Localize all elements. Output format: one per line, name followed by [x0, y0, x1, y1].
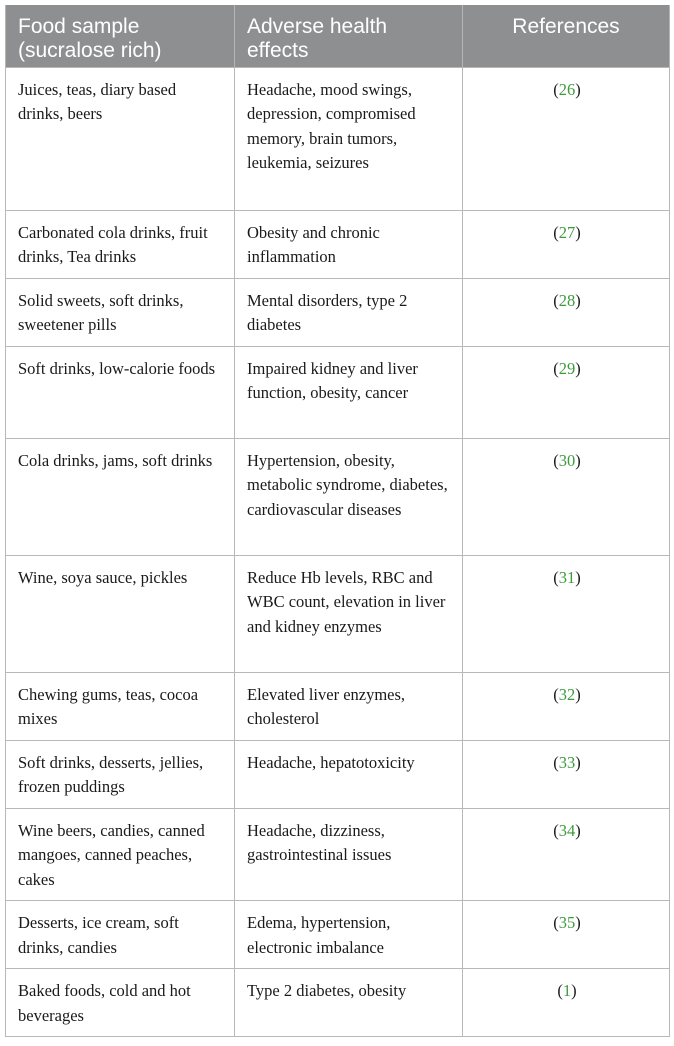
reference-cell: [463, 210, 670, 278]
reference-open-paren: (: [553, 79, 559, 99]
reference-link[interactable]: 26: [558, 79, 576, 99]
food-sample-cell: Baked foods, cold and hot beverages: [6, 969, 235, 1037]
adverse-effects-cell: Impaired kidney and liver function, obesity, cancer: [235, 346, 463, 438]
reference-link[interactable]: 1: [562, 981, 572, 1000]
adverse-effects-cell: Type 2 diabetes, obesity: [235, 969, 463, 1037]
reference-close-paren: ): [575, 820, 581, 840]
reference-cell: [463, 969, 670, 1037]
reference-close-paren: ): [575, 913, 581, 932]
reference-close-paren: ): [575, 684, 581, 704]
food-sample-cell: Desserts, ice cream, soft drinks, candies: [6, 901, 235, 969]
table-row: [6, 438, 670, 555]
table-row: [6, 901, 670, 969]
header-food-sample: Food sample (sucralose rich): [6, 5, 235, 67]
food-sample-cell: Cola drinks, jams, soft drinks: [6, 438, 235, 555]
table-row: [6, 67, 670, 210]
header-row: [6, 5, 670, 67]
table-row: [6, 969, 670, 1037]
reference-close-paren: ): [575, 79, 581, 99]
reference-close-paren: ): [575, 222, 581, 242]
reference-close-paren: ): [575, 290, 581, 310]
table-row: [6, 740, 670, 808]
reference-cell: [463, 278, 670, 346]
reference-cell: [463, 901, 670, 969]
reference-link[interactable]: 27: [558, 222, 576, 242]
adverse-effects-cell: Elevated liver enzymes, cholesterol: [235, 672, 463, 740]
table-row: [6, 346, 670, 438]
reference-cell: [463, 67, 670, 210]
reference-cell: [463, 346, 670, 438]
table-row: [6, 672, 670, 740]
food-sample-cell: Solid sweets, soft drinks, sweetener pills: [6, 278, 235, 346]
reference-open-paren: (: [553, 913, 559, 932]
reference-link[interactable]: 35: [558, 913, 576, 932]
sucralose-effects-table: [5, 5, 670, 1037]
header-adverse-effects: Adverse health effects: [235, 5, 463, 67]
food-sample-cell: Carbonated cola drinks, fruit drinks, Tea drinks: [6, 210, 235, 278]
reference-close-paren: ): [575, 567, 581, 587]
food-sample-cell: Soft drinks, desserts, jellies, frozen puddings: [6, 740, 235, 808]
header-references: References: [463, 5, 670, 67]
reference-cell: [463, 438, 670, 555]
reference-open-paren: (: [553, 820, 559, 840]
adverse-effects-cell: Reduce Hb levels, RBC and WBC count, elevation in liver and kidney enzymes: [235, 555, 463, 672]
adverse-effects-cell: Headache, dizziness, gastrointestinal issues: [235, 808, 463, 901]
adverse-effects-cell: Hypertension, obesity, metabolic syndrome, diabetes, cardiovascular diseases: [235, 438, 463, 555]
adverse-effects-cell: Obesity and chronic inflammation: [235, 210, 463, 278]
adverse-effects-cell: Headache, hepatotoxicity: [235, 740, 463, 808]
reference-link[interactable]: 34: [558, 820, 576, 840]
table-row: [6, 555, 670, 672]
reference-link[interactable]: 29: [558, 358, 576, 378]
table-row: [6, 808, 670, 901]
food-sample-cell: Soft drinks, low-calorie foods: [6, 346, 235, 438]
reference-link[interactable]: 28: [558, 290, 576, 310]
reference-open-paren: (: [553, 684, 559, 704]
food-sample-cell: Chewing gums, teas, cocoa mixes: [6, 672, 235, 740]
table-row: [6, 210, 670, 278]
reference-close-paren: ): [575, 358, 581, 378]
reference-cell: [463, 555, 670, 672]
table-body: [6, 67, 670, 1037]
food-sample-cell: Wine beers, candies, canned mangoes, canned peaches, cakes: [6, 808, 235, 901]
reference-open-paren: (: [553, 358, 559, 378]
reference-open-paren: (: [553, 290, 559, 310]
adverse-effects-cell: Mental disorders, type 2 diabetes: [235, 278, 463, 346]
reference-close-paren: ): [575, 450, 581, 470]
reference-link[interactable]: 31: [558, 567, 576, 587]
table-header: [6, 5, 670, 67]
reference-close-paren: ): [575, 752, 581, 772]
reference-open-paren: (: [557, 981, 563, 1000]
adverse-effects-cell: Headache, mood swings, depression, compromised memory, brain tumors, leukemia, seizures: [235, 67, 463, 210]
reference-open-paren: (: [553, 222, 559, 242]
reference-open-paren: (: [553, 450, 559, 470]
reference-link[interactable]: 33: [558, 752, 576, 772]
reference-open-paren: (: [553, 567, 559, 587]
reference-open-paren: (: [553, 752, 559, 772]
reference-link[interactable]: 30: [558, 450, 576, 470]
reference-link[interactable]: 32: [558, 684, 576, 704]
food-sample-cell: Wine, soya sauce, pickles: [6, 555, 235, 672]
reference-close-paren: ): [571, 981, 577, 1000]
reference-cell: [463, 808, 670, 901]
sucralose-effects-table-container: [5, 5, 669, 1037]
reference-cell: [463, 740, 670, 808]
adverse-effects-cell: Edema, hypertension, electronic imbalance: [235, 901, 463, 969]
table-row: [6, 278, 670, 346]
food-sample-cell: Juices, teas, diary based drinks, beers: [6, 67, 235, 210]
reference-cell: [463, 672, 670, 740]
